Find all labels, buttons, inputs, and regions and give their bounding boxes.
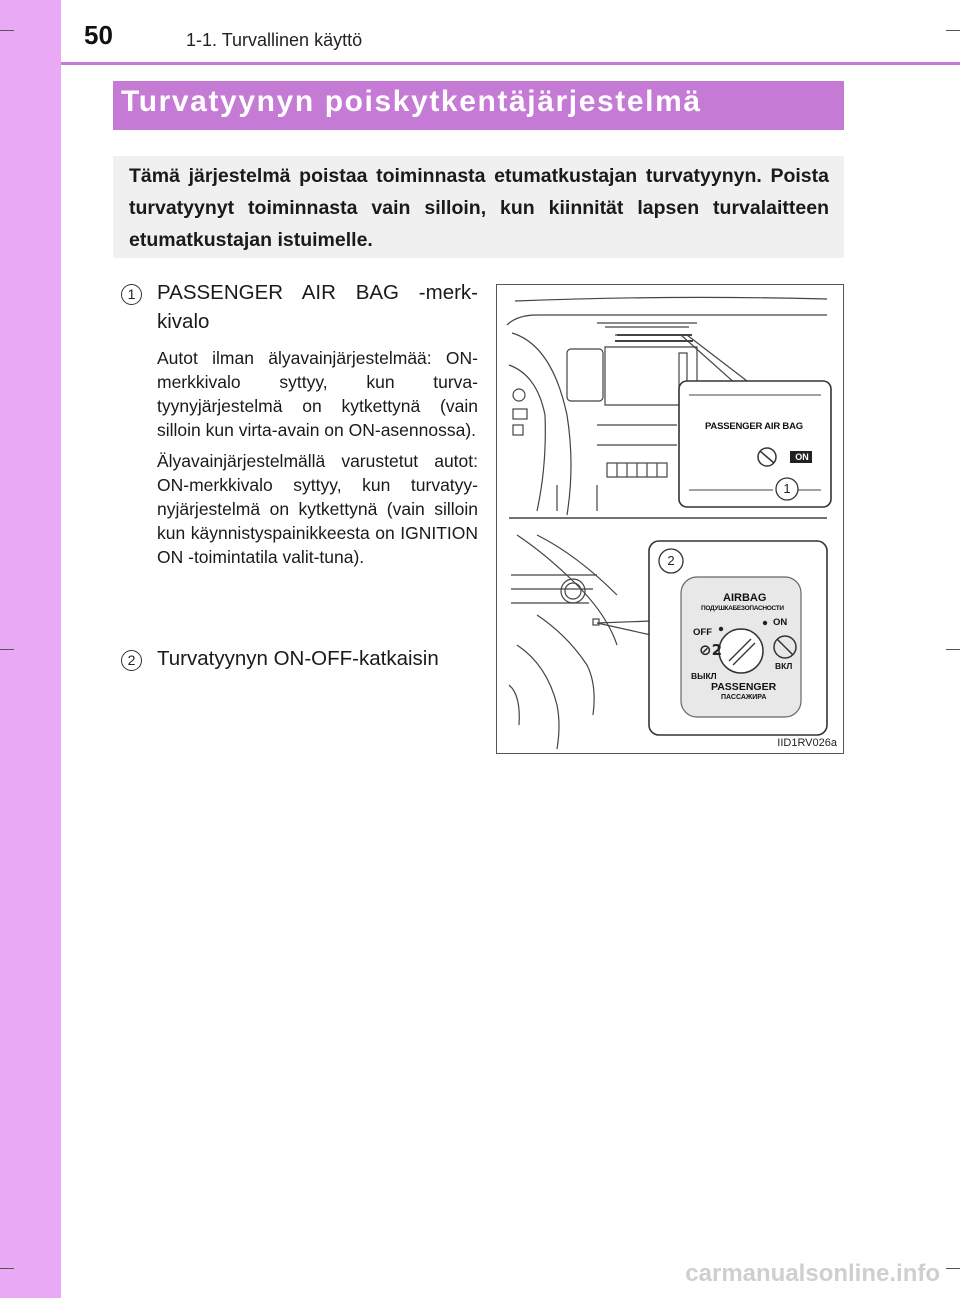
item-1-body (157, 346, 478, 569)
dashboard-drawing (497, 285, 843, 753)
callout-1-label: PASSENGER AIR BAG (705, 421, 803, 432)
switch-on-label: ON (773, 617, 788, 628)
item-1-title-line1: PASSENGER AIR BAG -merk- (157, 281, 478, 304)
item-1-para-2: Älyavainjärjestelmällä varustetut autot: ON-merkkivalo syttyy, kun turvatyy-nyjärjestelmä on kytkettynä (vain silloin kun käynnistyspainikkeesta on IGNITION ON -toimintatila valit-tuna). (157, 451, 478, 567)
callout-2-number: 2 (667, 553, 675, 568)
switch-airbag-label: AIRBAG (723, 592, 767, 604)
item-2-title: Turvatyynyn ON-OFF-katkaisin (157, 647, 439, 670)
item-number-2: 2 (121, 650, 142, 671)
crop-mark (0, 649, 14, 650)
section-title-bar (113, 81, 844, 130)
switch-off-ru-label: ВЫКЛ (691, 671, 717, 681)
item-1-title (157, 278, 478, 336)
switch-passenger-ru-label: ПАССАЖИРА (721, 694, 767, 701)
item-number-1: 1 (121, 284, 142, 305)
svg-text:⊘2: ⊘2 (699, 641, 723, 659)
crop-mark (946, 30, 960, 31)
crop-mark (946, 1268, 960, 1269)
running-head: 1-1. Turvallinen käyttö (186, 30, 363, 50)
switch-off-label: OFF (693, 627, 712, 638)
switch-passenger-label: PASSENGER (711, 681, 777, 693)
watermark: carmanualsonline.info (685, 1260, 940, 1287)
header-rule (61, 62, 960, 65)
item-1-para-1: Autot ilman älyavainjärjestelmää: ON-merkkivalo syttyy, kun turva-tyynyjärjestelmä on kytkettynä (vain silloin kun virta-avain on ON-asennossa). (157, 348, 478, 440)
item-1-title-line2: kivalo (157, 310, 210, 333)
airbag-illustration (496, 284, 844, 754)
switch-on-ru-label: ВКЛ (775, 661, 793, 671)
intro-box (113, 156, 844, 258)
crop-mark (0, 1268, 14, 1269)
callout-1-number: 1 (783, 481, 791, 496)
figure-code: IID1RV026a (777, 737, 837, 749)
crop-mark (946, 649, 960, 650)
switch-airbag-ru-label: ПОДУШКАБЕЗОПАСНОСТИ (701, 605, 784, 612)
crop-mark (0, 30, 14, 31)
section-title: Turvatyynyn poiskytkentäjärjestelmä (121, 85, 702, 118)
page-number: 50 (84, 20, 113, 50)
callout-1-on-badge: ON (795, 452, 809, 462)
intro-text: Tämä järjestelmä poistaa toiminnasta etumatkustajan turvatyynyn. Poista turvatyynyt toiminnasta vain silloin, kun kiinnität lapsen turvalaitteen etumatkustajan istuimelle. (129, 165, 829, 251)
